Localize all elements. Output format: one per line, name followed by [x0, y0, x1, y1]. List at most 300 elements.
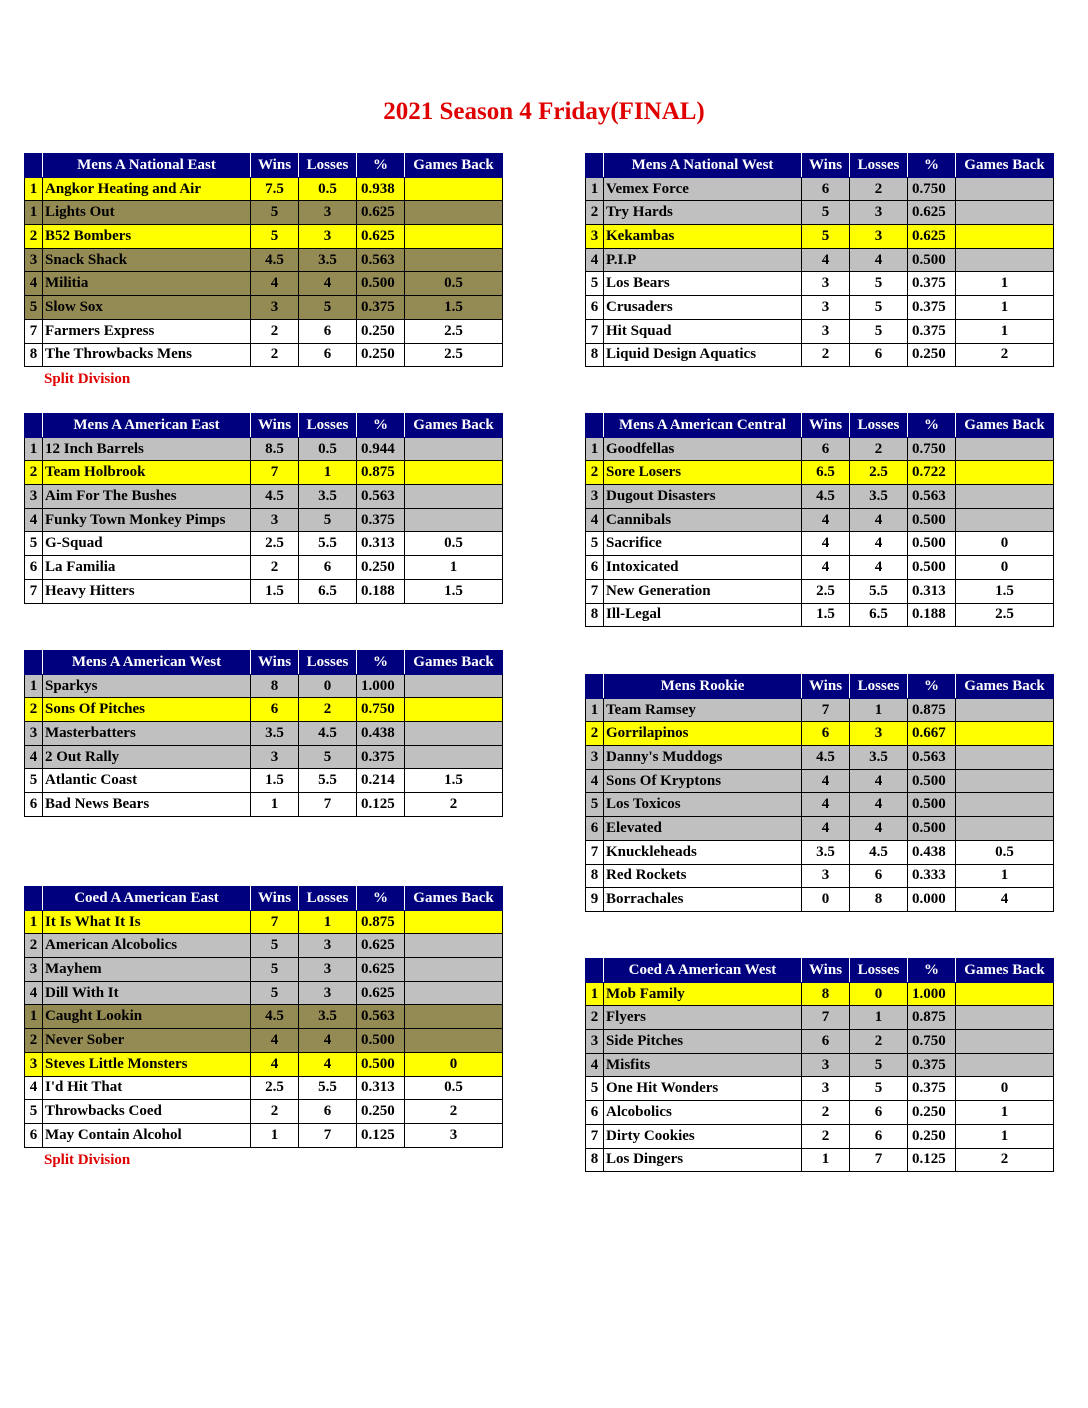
- table-row: [586, 461, 1054, 485]
- team-name: Red Rockets: [604, 864, 802, 888]
- wins-cell: 6: [802, 1030, 850, 1054]
- pct-cell: 0.625: [908, 201, 956, 225]
- rank-cell: 3: [25, 958, 43, 982]
- wins-header: Wins: [251, 154, 299, 178]
- rank-cell: 3: [25, 1052, 43, 1076]
- wins-cell: 3: [251, 508, 299, 532]
- team-name: Sparkys: [43, 674, 251, 698]
- wins-cell: 4: [802, 508, 850, 532]
- pct-cell: 0.500: [908, 769, 956, 793]
- team-name: Lights Out: [43, 201, 251, 225]
- pct-cell: 0.563: [908, 746, 956, 770]
- losses-cell: 2: [850, 437, 908, 461]
- games-back-cell: [405, 722, 503, 746]
- pct-cell: 0.375: [357, 296, 405, 320]
- wins-cell: 5: [251, 201, 299, 225]
- rank-cell: 1: [25, 910, 43, 934]
- pct-header: %: [357, 887, 405, 911]
- pct-cell: 0.500: [908, 556, 956, 580]
- table-row: [586, 556, 1054, 580]
- pct-cell: 0.375: [908, 296, 956, 320]
- games-back-cell: [956, 437, 1054, 461]
- games-back-cell: 1: [956, 1124, 1054, 1148]
- division-name: Mens A National East: [43, 154, 251, 178]
- rank-cell: 4: [586, 508, 604, 532]
- table-row: [25, 1076, 503, 1100]
- losses-cell: 6: [850, 343, 908, 367]
- wins-cell: 1: [251, 1123, 299, 1147]
- team-name: Los Toxicos: [604, 793, 802, 817]
- rank-cell: 1: [25, 177, 43, 201]
- pct-cell: 0.438: [908, 840, 956, 864]
- rank-cell: 3: [25, 485, 43, 509]
- team-name: La Familia: [43, 556, 251, 580]
- division-name: Mens Rookie: [604, 675, 802, 699]
- games-back-cell: [956, 177, 1054, 201]
- wins-cell: 3.5: [251, 722, 299, 746]
- pct-cell: 0.375: [357, 745, 405, 769]
- table-row: [586, 579, 1054, 603]
- pct-cell: 0.750: [908, 437, 956, 461]
- rank-cell: 2: [25, 934, 43, 958]
- header-corner: [25, 154, 43, 178]
- table-row: [25, 225, 503, 249]
- table-row: [25, 910, 503, 934]
- losses-cell: 5: [299, 745, 357, 769]
- losses-cell: 4: [299, 1029, 357, 1053]
- wins-cell: 7: [251, 910, 299, 934]
- table-row: [586, 1101, 1054, 1125]
- header-corner: [25, 651, 43, 675]
- rank-cell: 2: [25, 225, 43, 249]
- rank-cell: 6: [586, 556, 604, 580]
- team-name: Sons Of Kryptons: [604, 769, 802, 793]
- pct-cell: 0.125: [908, 1148, 956, 1172]
- table-row: [25, 934, 503, 958]
- table-row: [25, 793, 503, 817]
- losses-cell: 4: [850, 508, 908, 532]
- wins-header: Wins: [802, 154, 850, 178]
- rank-cell: 2: [586, 201, 604, 225]
- rank-cell: 4: [25, 508, 43, 532]
- rank-cell: 6: [25, 1123, 43, 1147]
- rank-cell: 7: [25, 579, 43, 603]
- standings-table-maaw: [24, 650, 503, 817]
- header-corner: [25, 887, 43, 911]
- wins-header: Wins: [251, 887, 299, 911]
- header-corner: [586, 414, 604, 438]
- losses-cell: 3.5: [850, 746, 908, 770]
- losses-cell: 5.5: [299, 1076, 357, 1100]
- wins-cell: 2: [251, 343, 299, 367]
- rank-cell: 7: [586, 840, 604, 864]
- table-row: [25, 745, 503, 769]
- team-name: Angkor Heating and Air: [43, 177, 251, 201]
- team-name: The Throwbacks Mens: [43, 343, 251, 367]
- wins-cell: 3: [802, 1053, 850, 1077]
- games-back-cell: [405, 698, 503, 722]
- wins-cell: 4.5: [251, 485, 299, 509]
- pct-cell: 0.875: [908, 1006, 956, 1030]
- team-name: Alcobolics: [604, 1101, 802, 1125]
- games-back-cell: [956, 982, 1054, 1006]
- losses-cell: 3: [850, 201, 908, 225]
- pct-cell: 0.750: [908, 1030, 956, 1054]
- games-back-cell: [405, 981, 503, 1005]
- pct-cell: 0.214: [357, 769, 405, 793]
- wins-cell: 2: [802, 1101, 850, 1125]
- team-name: Farmers Express: [43, 319, 251, 343]
- games-back-cell: [956, 722, 1054, 746]
- losses-cell: 2.5: [850, 461, 908, 485]
- games-back-cell: 2.5: [956, 603, 1054, 627]
- pct-cell: 0.625: [357, 958, 405, 982]
- losses-cell: 3.5: [850, 485, 908, 509]
- games-back-cell: [956, 698, 1054, 722]
- games-back-cell: [956, 817, 1054, 841]
- pct-cell: 0.500: [357, 272, 405, 296]
- rank-cell: 5: [25, 769, 43, 793]
- wins-cell: 6: [802, 177, 850, 201]
- team-name: Los Dingers: [604, 1148, 802, 1172]
- losses-cell: 2: [299, 698, 357, 722]
- header-row: [25, 651, 503, 675]
- rank-cell: 1: [25, 201, 43, 225]
- wins-cell: 2: [251, 1100, 299, 1124]
- wins-header: Wins: [251, 651, 299, 675]
- losses-header: Losses: [850, 154, 908, 178]
- table-row: [586, 296, 1054, 320]
- pct-cell: 0.875: [357, 461, 405, 485]
- rank-cell: 4: [25, 981, 43, 1005]
- team-name: Masterbatters: [43, 722, 251, 746]
- rank-cell: 3: [586, 746, 604, 770]
- losses-cell: 5: [299, 296, 357, 320]
- losses-cell: 4: [850, 248, 908, 272]
- table-row: [586, 1006, 1054, 1030]
- games-back-cell: 0.5: [405, 532, 503, 556]
- pct-header: %: [908, 414, 956, 438]
- wins-cell: 4.5: [251, 248, 299, 272]
- header-corner: [586, 675, 604, 699]
- split-division-note: Split Division: [44, 1151, 131, 1168]
- pct-cell: 0.500: [357, 1052, 405, 1076]
- losses-cell: 4: [850, 769, 908, 793]
- games-back-cell: [405, 910, 503, 934]
- pct-cell: 0.563: [357, 485, 405, 509]
- losses-cell: 4: [850, 793, 908, 817]
- team-name: Borrachales: [604, 888, 802, 912]
- wins-cell: 5: [251, 981, 299, 1005]
- games-back-cell: 0: [956, 1077, 1054, 1101]
- games-back-header: Games Back: [405, 651, 503, 675]
- losses-cell: 3.5: [299, 1005, 357, 1029]
- wins-header: Wins: [251, 414, 299, 438]
- pct-cell: 0.722: [908, 461, 956, 485]
- wins-cell: 2.5: [251, 1076, 299, 1100]
- table-row: [586, 888, 1054, 912]
- pct-cell: 0.000: [908, 888, 956, 912]
- table-row: [586, 319, 1054, 343]
- wins-cell: 7: [802, 1006, 850, 1030]
- rank-cell: 7: [586, 579, 604, 603]
- team-name: Never Sober: [43, 1029, 251, 1053]
- losses-cell: 7: [299, 1123, 357, 1147]
- wins-cell: 6.5: [802, 461, 850, 485]
- games-back-cell: 1: [956, 864, 1054, 888]
- team-name: Bad News Bears: [43, 793, 251, 817]
- pct-header: %: [357, 414, 405, 438]
- pct-cell: 0.333: [908, 864, 956, 888]
- table-row: [25, 437, 503, 461]
- games-back-cell: 3: [405, 1123, 503, 1147]
- header-corner: [586, 154, 604, 178]
- wins-cell: 1: [251, 793, 299, 817]
- pct-cell: 0.500: [908, 248, 956, 272]
- wins-cell: 3: [802, 272, 850, 296]
- games-back-header: Games Back: [405, 154, 503, 178]
- games-back-cell: [956, 746, 1054, 770]
- pct-cell: 0.375: [908, 1077, 956, 1101]
- pct-cell: 0.375: [908, 272, 956, 296]
- losses-cell: 0.5: [299, 177, 357, 201]
- pct-cell: 0.944: [357, 437, 405, 461]
- table-row: [25, 981, 503, 1005]
- rank-cell: 6: [25, 793, 43, 817]
- wins-cell: 5: [251, 225, 299, 249]
- division-name: Mens A American West: [43, 651, 251, 675]
- games-back-cell: [956, 225, 1054, 249]
- table-row: [586, 201, 1054, 225]
- rank-cell: 3: [25, 248, 43, 272]
- team-name: Gorrilapinos: [604, 722, 802, 746]
- losses-cell: 0: [850, 982, 908, 1006]
- games-back-cell: [956, 461, 1054, 485]
- division-name: Mens A American East: [43, 414, 251, 438]
- header-row: [25, 414, 503, 438]
- losses-cell: 6: [850, 1124, 908, 1148]
- losses-cell: 0.5: [299, 437, 357, 461]
- wins-cell: 4: [251, 1029, 299, 1053]
- losses-cell: 3: [299, 225, 357, 249]
- losses-cell: 6: [299, 556, 357, 580]
- rank-cell: 1: [25, 437, 43, 461]
- header-corner: [586, 959, 604, 983]
- losses-cell: 3: [299, 981, 357, 1005]
- rank-cell: 7: [586, 319, 604, 343]
- games-back-cell: [405, 674, 503, 698]
- rank-cell: 4: [586, 769, 604, 793]
- wins-cell: 5: [802, 225, 850, 249]
- games-back-cell: 0: [956, 556, 1054, 580]
- pct-cell: 0.625: [908, 225, 956, 249]
- wins-header: Wins: [802, 414, 850, 438]
- games-back-cell: [405, 177, 503, 201]
- header-corner: [25, 414, 43, 438]
- losses-cell: 6.5: [850, 603, 908, 627]
- games-back-cell: [956, 248, 1054, 272]
- games-back-cell: [956, 1030, 1054, 1054]
- pct-cell: 0.313: [908, 579, 956, 603]
- rank-cell: 5: [586, 793, 604, 817]
- pct-cell: 0.938: [357, 177, 405, 201]
- rank-cell: 4: [586, 248, 604, 272]
- team-name: Knuckleheads: [604, 840, 802, 864]
- table-row: [25, 958, 503, 982]
- table-row: [586, 1077, 1054, 1101]
- rank-cell: 8: [586, 864, 604, 888]
- table-row: [25, 769, 503, 793]
- pct-cell: 0.625: [357, 225, 405, 249]
- pct-cell: 0.750: [908, 177, 956, 201]
- team-name: 2 Out Rally: [43, 745, 251, 769]
- pct-cell: 1.000: [357, 674, 405, 698]
- rank-cell: 6: [586, 296, 604, 320]
- table-row: [25, 319, 503, 343]
- team-name: Liquid Design Aquatics: [604, 343, 802, 367]
- division-name: Coed A American West: [604, 959, 802, 983]
- rank-cell: 8: [586, 603, 604, 627]
- team-name: Danny's Muddogs: [604, 746, 802, 770]
- wins-cell: 4.5: [802, 485, 850, 509]
- wins-cell: 4: [802, 556, 850, 580]
- wins-cell: 7.5: [251, 177, 299, 201]
- team-name: Sacrifice: [604, 532, 802, 556]
- table-row: [586, 603, 1054, 627]
- games-back-cell: 1.5: [405, 579, 503, 603]
- table-row: [586, 722, 1054, 746]
- pct-cell: 0.500: [908, 508, 956, 532]
- rank-cell: 4: [25, 1076, 43, 1100]
- pct-header: %: [357, 651, 405, 675]
- pct-cell: 1.000: [908, 982, 956, 1006]
- table-row: [586, 177, 1054, 201]
- losses-cell: 4: [850, 532, 908, 556]
- losses-header: Losses: [850, 414, 908, 438]
- games-back-header: Games Back: [405, 887, 503, 911]
- games-back-cell: [956, 508, 1054, 532]
- rank-cell: 3: [586, 485, 604, 509]
- pct-cell: 0.313: [357, 1076, 405, 1100]
- wins-cell: 2.5: [802, 579, 850, 603]
- team-name: 12 Inch Barrels: [43, 437, 251, 461]
- table-row: [25, 1005, 503, 1029]
- games-back-header: Games Back: [956, 959, 1054, 983]
- losses-cell: 5: [850, 296, 908, 320]
- games-back-cell: 2.5: [405, 343, 503, 367]
- losses-cell: 7: [850, 1148, 908, 1172]
- losses-cell: 6: [299, 1100, 357, 1124]
- pct-header: %: [357, 154, 405, 178]
- games-back-cell: [405, 201, 503, 225]
- pct-cell: 0.563: [357, 248, 405, 272]
- losses-cell: 6.5: [299, 579, 357, 603]
- pct-header: %: [908, 675, 956, 699]
- table-row: [586, 698, 1054, 722]
- wins-cell: 6: [802, 437, 850, 461]
- rank-cell: 7: [586, 1124, 604, 1148]
- wins-cell: 4: [802, 532, 850, 556]
- team-name: Los Bears: [604, 272, 802, 296]
- rank-cell: 3: [586, 1030, 604, 1054]
- rank-cell: 4: [25, 272, 43, 296]
- games-back-header: Games Back: [956, 675, 1054, 699]
- pct-cell: 0.875: [357, 910, 405, 934]
- pct-cell: 0.250: [357, 556, 405, 580]
- rank-cell: 4: [25, 745, 43, 769]
- wins-cell: 5: [251, 934, 299, 958]
- team-name: Throwbacks Coed: [43, 1100, 251, 1124]
- rank-cell: 3: [586, 225, 604, 249]
- team-name: Intoxicated: [604, 556, 802, 580]
- table-row: [586, 1124, 1054, 1148]
- games-back-cell: 4: [956, 888, 1054, 912]
- losses-cell: 5.5: [850, 579, 908, 603]
- games-back-cell: 1: [956, 272, 1054, 296]
- losses-cell: 5: [850, 319, 908, 343]
- wins-cell: 2: [251, 319, 299, 343]
- games-back-cell: 2: [405, 1100, 503, 1124]
- wins-cell: 3: [802, 319, 850, 343]
- table-row: [586, 982, 1054, 1006]
- wins-cell: 7: [251, 461, 299, 485]
- games-back-cell: [956, 201, 1054, 225]
- team-name: Aim For The Bushes: [43, 485, 251, 509]
- pct-cell: 0.250: [908, 1101, 956, 1125]
- team-name: Cannibals: [604, 508, 802, 532]
- pct-cell: 0.250: [908, 1124, 956, 1148]
- rank-cell: 2: [586, 722, 604, 746]
- games-back-header: Games Back: [405, 414, 503, 438]
- losses-cell: 4: [299, 1052, 357, 1076]
- losses-cell: 4.5: [299, 722, 357, 746]
- games-back-cell: 0.5: [405, 272, 503, 296]
- standings-table-mr: [585, 674, 1054, 912]
- rank-cell: 5: [25, 1100, 43, 1124]
- team-name: Team Ramsey: [604, 698, 802, 722]
- losses-cell: 6: [299, 343, 357, 367]
- team-name: Slow Sox: [43, 296, 251, 320]
- division-name: Coed A American East: [43, 887, 251, 911]
- losses-cell: 5.5: [299, 769, 357, 793]
- table-row: [25, 272, 503, 296]
- rank-cell: 5: [25, 532, 43, 556]
- pct-cell: 0.625: [357, 934, 405, 958]
- table-row: [586, 272, 1054, 296]
- games-back-cell: [405, 508, 503, 532]
- losses-cell: 5: [850, 1053, 908, 1077]
- split-division-note: Split Division: [44, 371, 131, 388]
- losses-cell: 2: [850, 177, 908, 201]
- losses-cell: 1: [299, 461, 357, 485]
- wins-cell: 6: [251, 698, 299, 722]
- wins-cell: 6: [802, 722, 850, 746]
- losses-cell: 4: [850, 817, 908, 841]
- pct-cell: 0.500: [908, 793, 956, 817]
- wins-cell: 8.5: [251, 437, 299, 461]
- pct-header: %: [908, 154, 956, 178]
- team-name: P.I.P: [604, 248, 802, 272]
- pct-cell: 0.625: [357, 201, 405, 225]
- rank-cell: 5: [586, 532, 604, 556]
- rank-cell: 6: [586, 817, 604, 841]
- table-row: [586, 769, 1054, 793]
- pct-cell: 0.750: [357, 698, 405, 722]
- pct-cell: 0.313: [357, 532, 405, 556]
- rank-cell: 2: [25, 698, 43, 722]
- wins-cell: 2.5: [251, 532, 299, 556]
- pct-cell: 0.375: [357, 508, 405, 532]
